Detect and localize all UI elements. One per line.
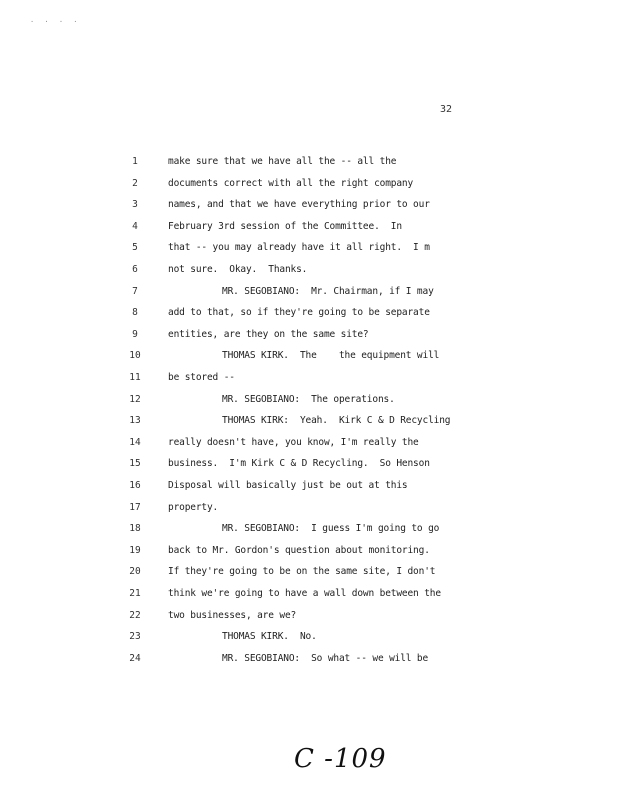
- line-number: 17: [129, 501, 141, 513]
- line-number: 9: [132, 328, 138, 340]
- transcript-line-text: MR. SEGOBIANO: I guess I'm going to go: [222, 523, 440, 535]
- transcript-line-text: MR. SEGOBIANO: The operations.: [222, 393, 395, 405]
- transcript-line-text: names, and that we have everything prior to our: [168, 199, 430, 211]
- transcript-line-text: THOMAS KIRK. The the equipment will: [222, 350, 440, 362]
- line-number: 4: [132, 220, 138, 232]
- line-number: 11: [129, 372, 141, 383]
- line-number: 1: [132, 156, 138, 167]
- line-number: 15: [129, 458, 141, 470]
- transcript-line-text: think we're going to have a wall down between the: [168, 588, 441, 599]
- transcript-line-text: really doesn't have, you know, I'm really the: [168, 436, 419, 448]
- scan-corner-marks: · · · ·: [30, 18, 81, 26]
- transcript-line-text: not sure. Okay. Thanks.: [168, 264, 308, 275]
- line-number: 3: [132, 199, 138, 211]
- line-number: 6: [132, 264, 138, 275]
- line-number: 10: [129, 350, 141, 362]
- transcript-line-text: documents correct with all the right company: [168, 177, 414, 189]
- line-number: 18: [129, 523, 141, 535]
- transcript-line-text: back to Mr. Gordon's question about monitoring.: [168, 544, 430, 556]
- line-number: 22: [129, 609, 141, 621]
- line-number: 21: [129, 588, 141, 599]
- line-number: 5: [132, 242, 138, 254]
- transcript-line-text: February 3rd session of the Committee. In: [168, 220, 402, 232]
- line-number: 2: [132, 177, 138, 189]
- transcript-line-text: property.: [168, 501, 219, 513]
- page-number: 32: [440, 104, 453, 115]
- transcript-line-text: add to that, so if they're going to be separate: [168, 307, 430, 319]
- transcript-line-text: THOMAS KIRK: Yeah. Kirk C & D Recycling: [222, 415, 451, 427]
- line-number: 24: [129, 652, 141, 664]
- line-number: 19: [129, 544, 141, 556]
- line-number: 13: [129, 415, 141, 427]
- transcript-line-text: THOMAS KIRK. No.: [222, 631, 317, 643]
- line-number: 14: [129, 436, 141, 448]
- line-number: 20: [129, 566, 141, 578]
- line-number: 7: [132, 285, 138, 297]
- transcript-line-text: If they're going to be on the same site, I don't: [168, 566, 436, 578]
- transcript-line-text: MR. SEGOBIANO: Mr. Chairman, if I may: [222, 285, 434, 297]
- line-number: 16: [129, 480, 141, 491]
- line-number: 23: [129, 631, 141, 643]
- handwritten-exhibit-note: C -109: [294, 744, 387, 774]
- transcript-line-text: Disposal will basically just be out at this: [168, 480, 408, 491]
- line-number: 8: [132, 307, 138, 319]
- transcript-line-text: MR. SEGOBIANO: So what -- we will be: [222, 652, 429, 664]
- transcript-line-text: two businesses, are we?: [168, 609, 297, 621]
- transcript-line-text: be stored --: [168, 372, 235, 383]
- transcript-line-text: make sure that we have all the -- all the: [168, 156, 397, 167]
- transcript-line-text: entities, are they on the same site?: [168, 328, 369, 340]
- transcript-line-text: that -- you may already have it all right. I m: [168, 242, 430, 254]
- transcript-line-text: business. I'm Kirk C & D Recycling. So Henson: [168, 458, 430, 470]
- line-number: 12: [129, 393, 141, 405]
